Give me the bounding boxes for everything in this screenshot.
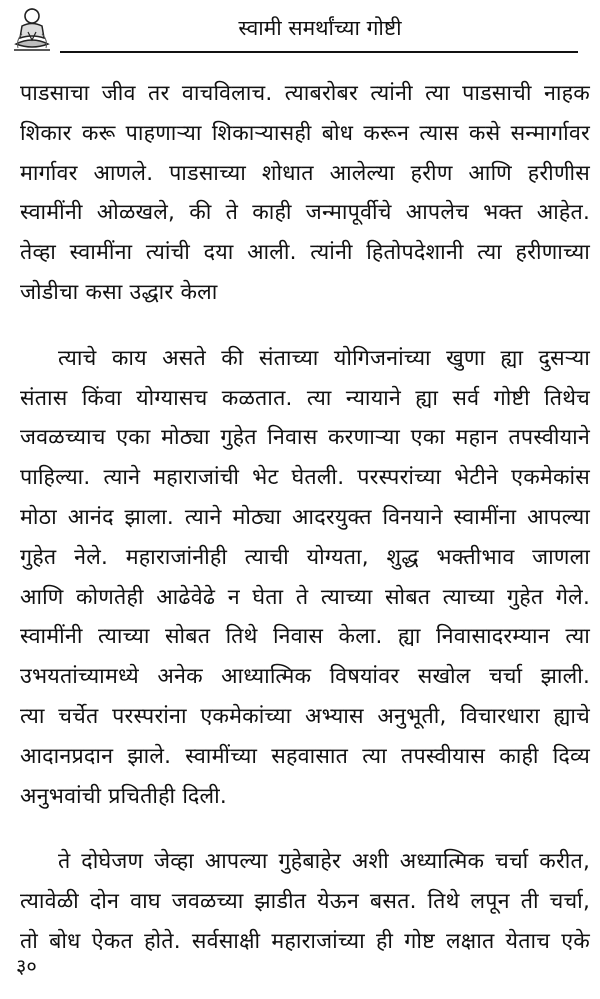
text-line: जोडीचा कसा उद्धार केला [20,279,218,305]
text-line: तेव्हा स्वामींना त्यांची दया आली. त्यांनी हितोपदेशानी त्या हरीणाच्या [20,240,590,266]
paragraph-gap [20,313,590,339]
text-line: त्यावेळी दोन वाघ जवळच्या झाडीत येऊन बसत. तिथे लपून ती चर्चा, [20,889,590,915]
text-line: अनुभवांची प्रचितीही दिली. [20,783,227,809]
text-line: पाडसाचा जीव तर वाचविलाच. त्याबरोबर त्यांनी त्या पाडसाची नाहक [20,81,590,106]
header-rule [60,51,578,53]
text-line: स्वामींनी ओळखले, की ते काही जन्मापूर्वीचे आपलेच भक्त आहेत. [20,200,590,226]
text-line: आदानप्रदान झाले. स्वामींच्या सहवासात त्या तपस्वीयास काही दिव्य [20,743,590,769]
paragraph-3 [20,842,590,961]
body-text [20,74,590,962]
text-line: आणि कोणतेही आढेवेढे न घेता ते त्याच्या सोबत त्याच्या गुहेत गेले. [20,584,590,610]
running-title: स्वामी समर्थांच्या गोष्टी [238,16,402,40]
paragraph-2 [20,339,590,817]
page-number: ३० [16,954,37,978]
text-line: संतास किंवा योग्यासच कळतात. त्या न्यायाने ह्या सर्व गोष्टी तिथेच [20,385,590,411]
paragraph-1 [20,74,590,313]
text-line: त्या चर्चेत परस्परांना एकमेकांच्या अभ्यास अनुभूती, विचारधारा ह्याचे [20,703,590,729]
text-line: मोठा आनंद झाला. त्याने मोठ्या आदरयुक्त विनयाने स्वामींना आपल्या [20,504,590,530]
text-line: ते दोघेजण जेव्हा आपल्या गुहेबाहेर अशी अध्यात्मिक चर्चा करीत, [58,849,590,875]
text-line: स्वामींनी त्याच्या सोबत तिथे निवास केला. ह्या निवासादरम्यान त्या [20,624,590,650]
text-line: त्याचे काय असते की संताच्या योगिजनांच्या खुणा ह्या दुसऱ्या [58,345,590,371]
text-line: तो बोध ऐकत होते. सर्वसाक्षी महाराजांच्या ही गोष्ट लक्षात येताच एके [20,928,590,954]
text-line: मार्गावर आणले. पाडसाच्या शोधात आलेल्या हरीण आणि हरीणीस [20,160,590,186]
text-line: गुहेत नेले. महाराजांनीही त्याची योग्यता, शुद्ध भक्तीभाव जाणला [20,544,590,570]
text-line: शिकार करू पाहणाऱ्या शिकाऱ्यासही बोध करून त्यास कसे सन्मार्गावर [20,120,590,146]
seated-saint-figure-icon [8,4,56,54]
text-line: जवळच्याच एका मोठ्या गुहेत निवास करणाऱ्या एका महान तपस्वीयाने [20,425,590,451]
paragraph-gap [20,816,590,842]
text-line: उभयतांच्यामध्ये अनेक आध्यात्मिक विषयांवर सखोल चर्चा झाली. [20,664,590,690]
text-line: पाहिल्या. त्याने महाराजांची भेट घेतली. परस्परांच्या भेटीने एकमेकांस [20,465,590,491]
page-header [0,0,600,58]
